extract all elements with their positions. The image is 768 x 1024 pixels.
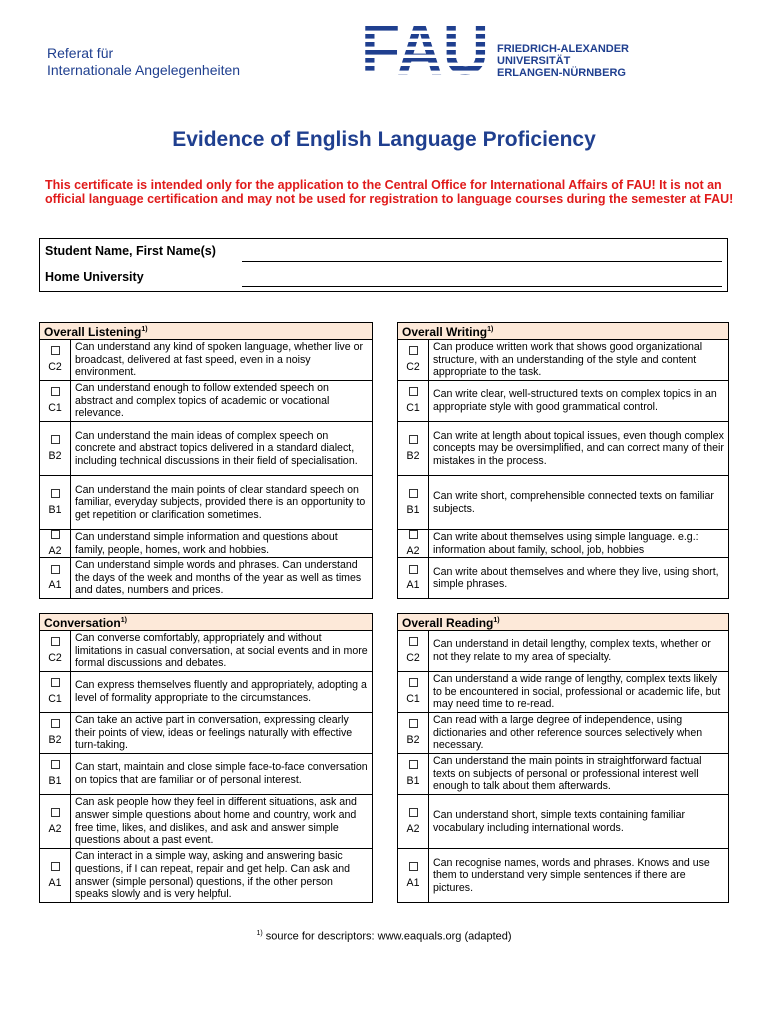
- level-checkbox[interactable]: [409, 808, 418, 817]
- table-row: [40, 422, 373, 476]
- descriptor-text: Can understand the main points of clear standard speech on familiar, everyday subjects, provided there is an opportunity to get repetition or clarification sometimes.: [71, 476, 373, 530]
- table-row: [40, 631, 373, 672]
- document-title: Evidence of English Language Proficiency: [172, 128, 596, 151]
- footnote-marker: 1): [120, 616, 127, 624]
- listening-title: Overall Listening: [44, 324, 142, 339]
- table-row: [398, 558, 729, 599]
- level-label: C2: [406, 652, 420, 664]
- level-label: B2: [48, 734, 62, 746]
- footnote-marker: 1): [256, 930, 263, 937]
- descriptor-text: Can start, maintain and close simple face-to-face conversation on topics that are familiar or of personal interest.: [71, 754, 373, 795]
- university-name-line-3: ERLANGEN-NÜRNBERG: [497, 67, 626, 79]
- reading-header: [398, 614, 729, 631]
- level-checkbox[interactable]: [409, 387, 418, 396]
- descriptor-text: Can ask people how they feel in different situations, ask and answer simple questions about home and country, work and free time, likes, and dislikes, and ask and answer simple questions about a past event.: [71, 795, 373, 849]
- descriptor-text: Can recognise names, words and phrases. Knows and use them to understand very simple sentences if there are pictures.: [429, 849, 729, 903]
- level-checkbox[interactable]: [409, 862, 418, 871]
- level-label: C2: [48, 361, 62, 373]
- home-university-label: Home University: [45, 270, 144, 284]
- level-checkbox[interactable]: [51, 808, 60, 817]
- descriptor-text: Can write clear, well-structured texts on complex topics in an appropriate style with good grammatical control.: [429, 381, 729, 422]
- descriptor-text: Can interact in a simple way, asking and answering basic questions, if I can repeat, repair and get help. Can ask and answer (simple personal) questions, if the other person speaks slowly and is very helpful.: [71, 849, 373, 903]
- level-label: A1: [406, 579, 420, 592]
- level-checkbox[interactable]: [51, 387, 60, 396]
- level-label: A1: [48, 579, 62, 592]
- descriptor-text: Can write at length about topical issues, even though complex concepts may be oversimplified, and can correct many of their mistakes in the process.: [429, 422, 729, 476]
- level-checkbox[interactable]: [51, 346, 60, 355]
- table-row: [40, 530, 373, 558]
- level-label: A1: [406, 876, 420, 889]
- level-label: B2: [406, 449, 420, 462]
- level-checkbox[interactable]: [409, 530, 418, 539]
- writing-header: [398, 323, 729, 340]
- fau-logo-letters: FAU: [361, 10, 489, 90]
- level-label: A2: [406, 822, 420, 835]
- level-label: A2: [48, 822, 62, 835]
- descriptor-text: Can understand the main ideas of complex speech on concrete and abstract topics delivered in a standard dialect, including technical discussions in their field of specialisation.: [71, 422, 373, 476]
- level-checkbox[interactable]: [51, 719, 60, 728]
- department-line-2: Internationale Angelegenheiten: [47, 62, 241, 78]
- level-label: B1: [406, 503, 420, 516]
- conversation-title: Conversation: [44, 615, 121, 630]
- listening-table: [39, 322, 373, 599]
- fau-logo-mark: [361, 10, 490, 90]
- university-name-line-1: FRIEDRICH-ALEXANDER: [497, 43, 629, 55]
- level-label: A1: [48, 876, 62, 889]
- table-row: [40, 558, 373, 599]
- level-checkbox[interactable]: [51, 489, 60, 498]
- descriptor-text: Can understand enough to follow extended speech on abstract and complex topics of academic or vocational relevance.: [71, 381, 373, 422]
- descriptor-text: Can write about themselves using simple language. e.g.: information about family, school, job, hobbies: [429, 530, 729, 558]
- level-checkbox[interactable]: [51, 565, 60, 574]
- home-university-line[interactable]: [242, 286, 722, 287]
- department-name: [47, 45, 240, 79]
- level-label: B1: [48, 503, 62, 516]
- level-label: A2: [406, 544, 420, 557]
- descriptor-text: Can understand any kind of spoken language, whether live or broadcast, delivered at fast speed, even in a noisy environment.: [71, 340, 373, 381]
- level-checkbox[interactable]: [51, 862, 60, 871]
- footnote-marker: 1): [141, 325, 148, 333]
- level-checkbox[interactable]: [409, 435, 418, 444]
- level-checkbox[interactable]: [51, 637, 60, 646]
- table-row: [40, 713, 373, 754]
- level-checkbox[interactable]: [409, 637, 418, 646]
- level-label: B1: [406, 775, 420, 787]
- university-name: [497, 43, 629, 79]
- descriptor-text: Can understand a wide range of lengthy, complex texts likely to be encountered in social, professional or academic life, but may need time to re-read.: [429, 672, 729, 713]
- level-checkbox[interactable]: [51, 530, 60, 539]
- level-checkbox[interactable]: [409, 346, 418, 355]
- table-row: [398, 672, 729, 713]
- level-checkbox[interactable]: [409, 719, 418, 728]
- descriptor-text: Can read with a large degree of independence, using dictionaries and other reference sources selectively when necessary.: [429, 713, 729, 754]
- level-checkbox[interactable]: [409, 565, 418, 574]
- footnote-text: source for descriptors: www.eaquals.org (adapted): [265, 930, 512, 943]
- listening-header: [40, 323, 373, 340]
- footnote-marker: 1): [493, 616, 500, 624]
- level-checkbox[interactable]: [51, 760, 60, 769]
- reading-title: Overall Reading: [402, 615, 494, 630]
- level-label: B2: [48, 449, 62, 462]
- descriptor-text: Can write short, comprehensible connected texts on familiar subjects.: [429, 476, 729, 530]
- writing-title: Overall Writing: [402, 324, 488, 339]
- descriptor-text: Can converse comfortably, appropriately and without limitations in casual conversation, at social events and in more formal discussions and debates.: [71, 631, 373, 672]
- table-row: [40, 672, 373, 713]
- table-row: [398, 631, 729, 672]
- table-row: [40, 340, 373, 381]
- level-label: C2: [406, 361, 420, 373]
- descriptor-text: Can understand simple words and phrases. Can understand the days of the week and months of the year as well as times and dates, numbers and prices.: [71, 558, 373, 599]
- level-checkbox[interactable]: [409, 678, 418, 687]
- level-label: B1: [48, 775, 62, 787]
- descriptor-text: Can express themselves fluently and appropriately, adopting a level of formality appropriate to the circumstances.: [71, 672, 373, 713]
- disclaimer-text: This certificate is intended only for the application to the Central Office for International Affairs of FAU! It is not an official language certification and may not be used for registration to language courses during the semester at FAU!: [45, 178, 734, 206]
- table-row: [398, 476, 729, 530]
- table-row: [398, 340, 729, 381]
- descriptor-text: Can understand simple information and questions about family, people, homes, work and hobbies.: [71, 530, 373, 558]
- table-row: [40, 849, 373, 903]
- level-label: C1: [48, 402, 62, 414]
- fau-logo: [361, 10, 490, 90]
- level-label: C1: [406, 693, 420, 705]
- descriptor-text: Can write about themselves and where they live, using short, simple phrases.: [429, 558, 729, 599]
- table-row: [398, 713, 729, 754]
- table-row: [398, 530, 729, 558]
- descriptor-text: Can understand the main points in straightforward factual texts on subjects of personal or professional interest well enough to talk about them afterwards.: [429, 754, 729, 795]
- university-name-line-2: UNIVERSITÄT: [497, 55, 571, 67]
- conversation-table: [39, 613, 373, 903]
- student-name-label: Student Name, First Name(s): [45, 244, 216, 258]
- student-info-box: [39, 238, 728, 292]
- department-line-1: Referat für: [47, 45, 114, 61]
- level-checkbox[interactable]: [409, 489, 418, 498]
- table-row: [398, 754, 729, 795]
- table-row: [40, 795, 373, 849]
- descriptor-text: Can understand short, simple texts containing familiar vocabulary including international words.: [429, 795, 729, 849]
- table-row: [40, 476, 373, 530]
- table-row: [40, 754, 373, 795]
- reading-table: [397, 613, 729, 903]
- writing-table: [397, 322, 729, 599]
- footnote-marker: 1): [487, 325, 494, 333]
- level-checkbox[interactable]: [51, 435, 60, 444]
- conversation-header: [40, 614, 373, 631]
- level-label: C1: [406, 402, 420, 414]
- descriptor-text: Can take an active part in conversation, expressing clearly their points of view, ideas or feelings naturally with effective turn-taking.: [71, 713, 373, 754]
- table-row: [398, 422, 729, 476]
- table-row: [398, 795, 729, 849]
- table-row: [398, 381, 729, 422]
- student-name-line[interactable]: [242, 261, 722, 262]
- level-label: C2: [48, 652, 62, 664]
- footnote: [0, 930, 768, 943]
- level-label: A2: [48, 544, 62, 557]
- level-label: C1: [48, 693, 62, 705]
- descriptor-text: Can produce written work that shows good organizational structure, with an understanding of the style and content appropriate to the task.: [429, 340, 729, 381]
- level-label: B2: [406, 734, 420, 746]
- descriptor-text: Can understand in detail lengthy, complex texts, whether or not they relate to my area of specialty.: [429, 631, 729, 672]
- table-row: [398, 849, 729, 903]
- level-checkbox[interactable]: [51, 678, 60, 687]
- level-checkbox[interactable]: [409, 760, 418, 769]
- table-row: [40, 381, 373, 422]
